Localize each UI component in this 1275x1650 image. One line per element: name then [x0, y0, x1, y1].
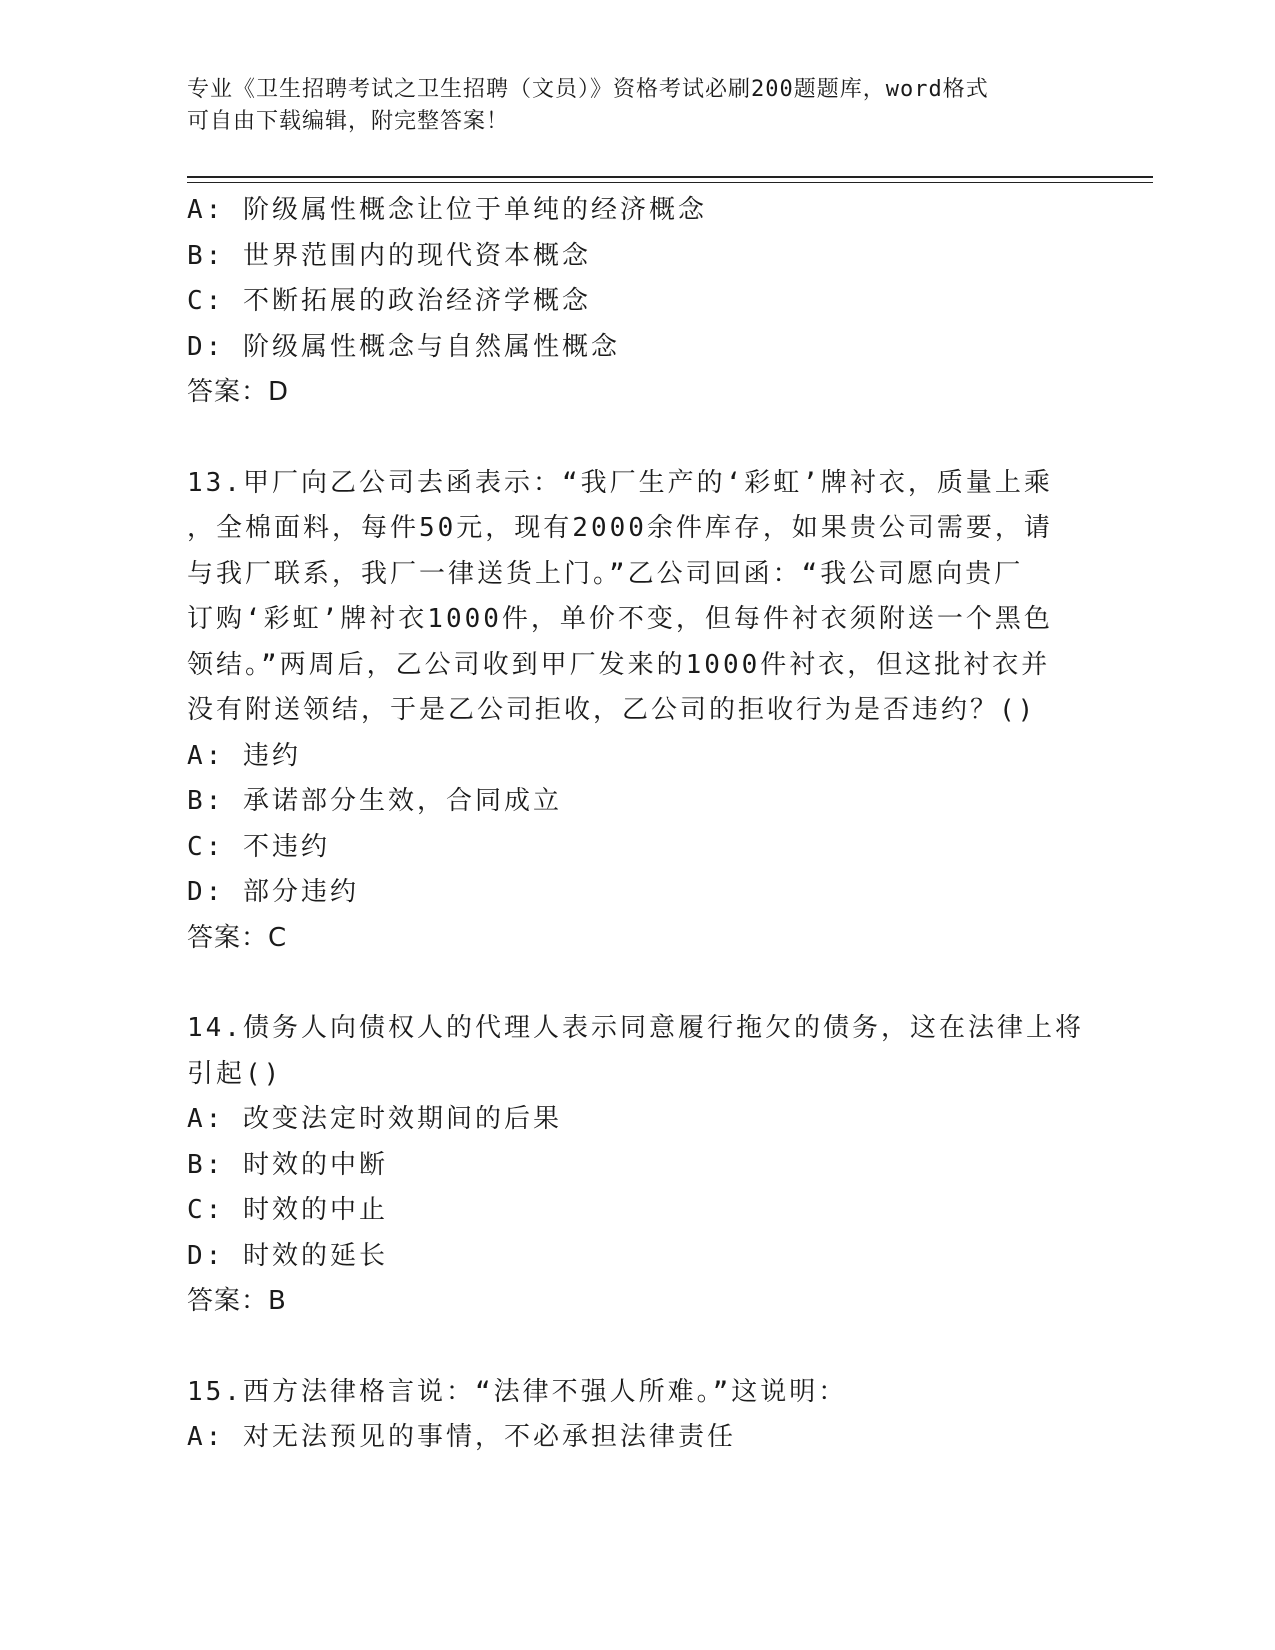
question-stem-line: 没有附送领结，于是乙公司拒收，乙公司的拒收行为是否违约？()	[187, 695, 1037, 725]
document-header	[187, 74, 1067, 138]
question-15	[187, 1370, 1087, 1461]
answer: 答案：C	[187, 922, 288, 953]
option-a: A: 对无法预见的事情，不必承担法律责任	[187, 1422, 736, 1452]
question-stem-line: 领结。”两周后，乙公司收到甲厂发来的1000件衬衣，但这批衬衣并	[187, 649, 1051, 680]
question-14	[187, 1006, 1087, 1325]
question-13	[187, 461, 1087, 962]
option-d: D: 部分违约	[187, 877, 359, 907]
answer: 答案：D	[187, 377, 290, 407]
option-a: A: 违约	[187, 740, 301, 771]
header-divider-thick	[187, 176, 1153, 178]
question-stem-line: 15.西方法律格言说：“法律不强人所难。”这说明：	[187, 1376, 848, 1407]
spacer	[187, 1325, 1087, 1370]
option-b: B: 时效的中断	[187, 1149, 388, 1180]
option-b: B: 承诺部分生效，合同成立	[187, 786, 562, 816]
answer: 答案：B	[187, 1286, 287, 1316]
question-stem-line: ，全棉面料，每件50元，现有2000余件库存，如果贵公司需要，请	[187, 513, 1053, 543]
spacer	[187, 961, 1087, 1006]
option-c: C: 时效的中止	[187, 1195, 388, 1225]
spacer	[187, 416, 1087, 461]
header-divider-thin	[187, 182, 1153, 183]
option-d: D: 时效的延长	[187, 1240, 388, 1271]
question-stem-line: 与我厂联系，我厂一律送货上门。”乙公司回函：“我公司愿向贵厂	[187, 558, 1024, 589]
document-body	[187, 188, 1087, 1461]
option-c: C: 不违约	[187, 831, 330, 862]
option-d: D: 阶级属性概念与自然属性概念	[187, 331, 620, 362]
question-stem-line: 13.甲厂向乙公司去函表示：“我厂生产的‘彩虹’牌衬衣，质量上乘	[187, 467, 1053, 498]
option-c: C: 不断拓展的政治经济学概念	[187, 286, 591, 316]
question-12	[187, 188, 1087, 416]
header-line-2: 可自由下载编辑，附完整答案！	[187, 109, 510, 134]
option-b: B: 世界范围内的现代资本概念	[187, 240, 591, 271]
question-stem-line: 订购‘彩虹’牌衬衣1000件，单价不变，但每件衬衣须附送一个黑色	[187, 604, 1053, 634]
question-stem-line: 引起()	[187, 1058, 283, 1089]
option-a: A: 改变法定时效期间的后果	[187, 1104, 562, 1134]
header-line-1: 专业《卫生招聘考试之卫生招聘（文员）》资格考试必刷200题题库，word格式	[187, 77, 989, 102]
option-a: A: 阶级属性概念让位于单纯的经济概念	[187, 195, 707, 225]
question-stem-line: 14.债务人向债权人的代理人表示同意履行拖欠的债务，这在法律上将	[187, 1013, 1084, 1043]
